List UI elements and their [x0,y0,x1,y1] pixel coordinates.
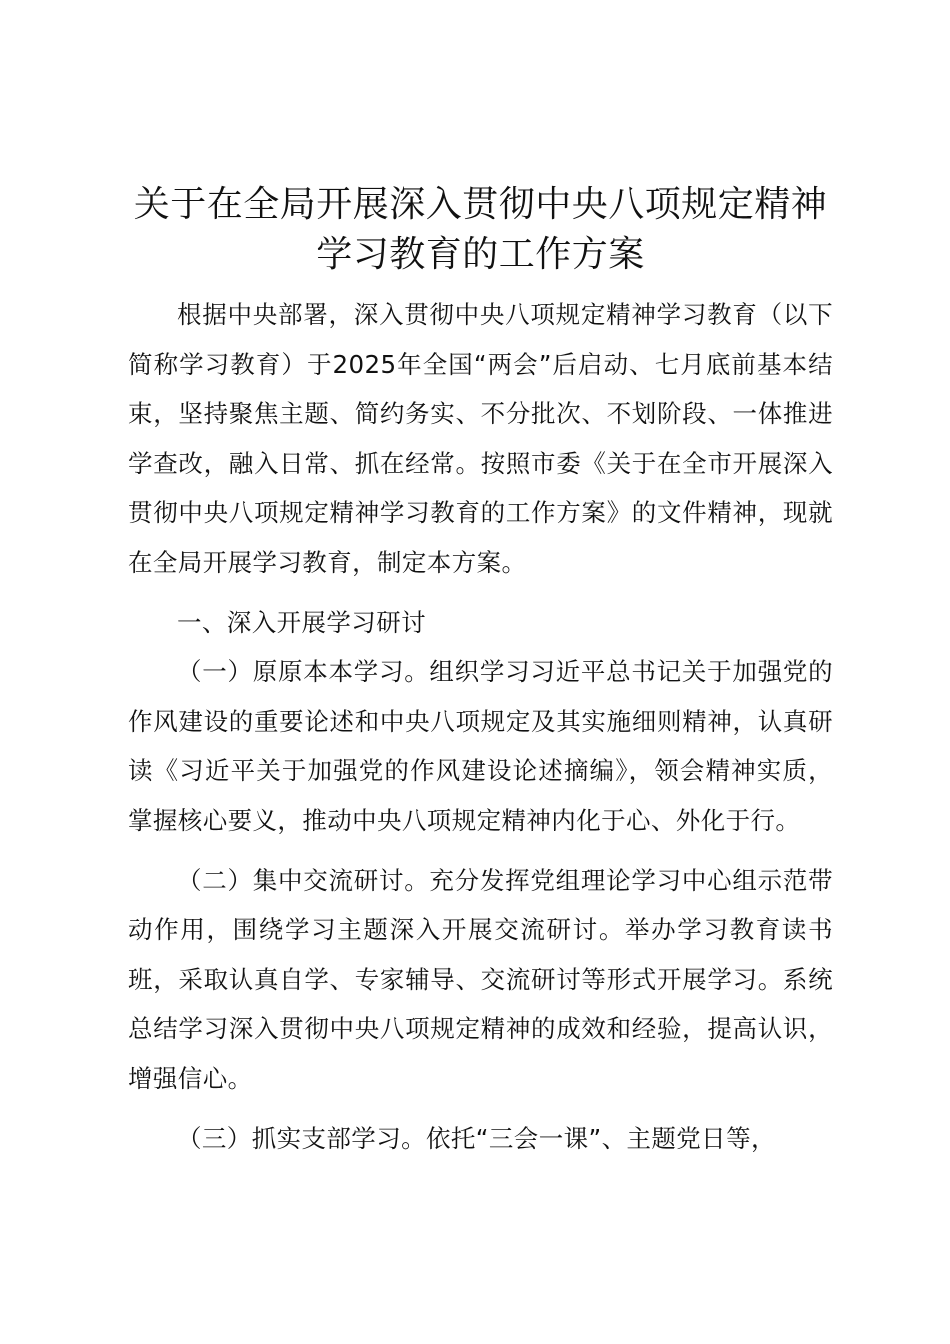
paragraph-item-2: （二）集中交流研讨。充分发挥党组理论学习中心组示范带动作用，围绕学习主题深入开展交流研讨。举办学习教育读书班，采取认真自学、专家辅导、交流研讨等形式开展学习。系统总结学习深入贯彻中央八项规定精神的成效和经验，提高认识，增强信心。 [128,865,833,1093]
document-title: 关于在全局开展深入贯彻中央八项规定精神学习教育的工作方案 [133,184,828,275]
section-heading-1: 一、深入开展学习研讨 [177,607,426,637]
document-body [128,180,833,1163]
paragraph-item-1: （一）原原本本学习。组织学习习近平总书记关于加强党的作风建设的重要论述和中央八项规定及其实施细则精神，认真研读《习近平关于加强党的作风建设论述摘编》，领会精神实质，掌握核心要义，推动中央八项规定精神内化于心、外化于行。 [128,657,833,835]
paragraph-item-3: （三）抓实支部学习。依托“三会一课”、主题党日等， [177,1123,776,1153]
intro-paragraph: 根据中央部署，深入贯彻中央八项规定精神学习教育（以下简称学习教育）于2025年全国“两会”后启动、七月底前基本结束，坚持聚焦主题、简约务实、不分批次、不划阶段、一体推进学查改，融入日常、抓在经常。按照市委《关于在全市开展深入贯彻中央八项规定精神学习教育的工作方案》的文件精神，现就在全局开展学习教育，制定本方案。 [128,300,833,577]
